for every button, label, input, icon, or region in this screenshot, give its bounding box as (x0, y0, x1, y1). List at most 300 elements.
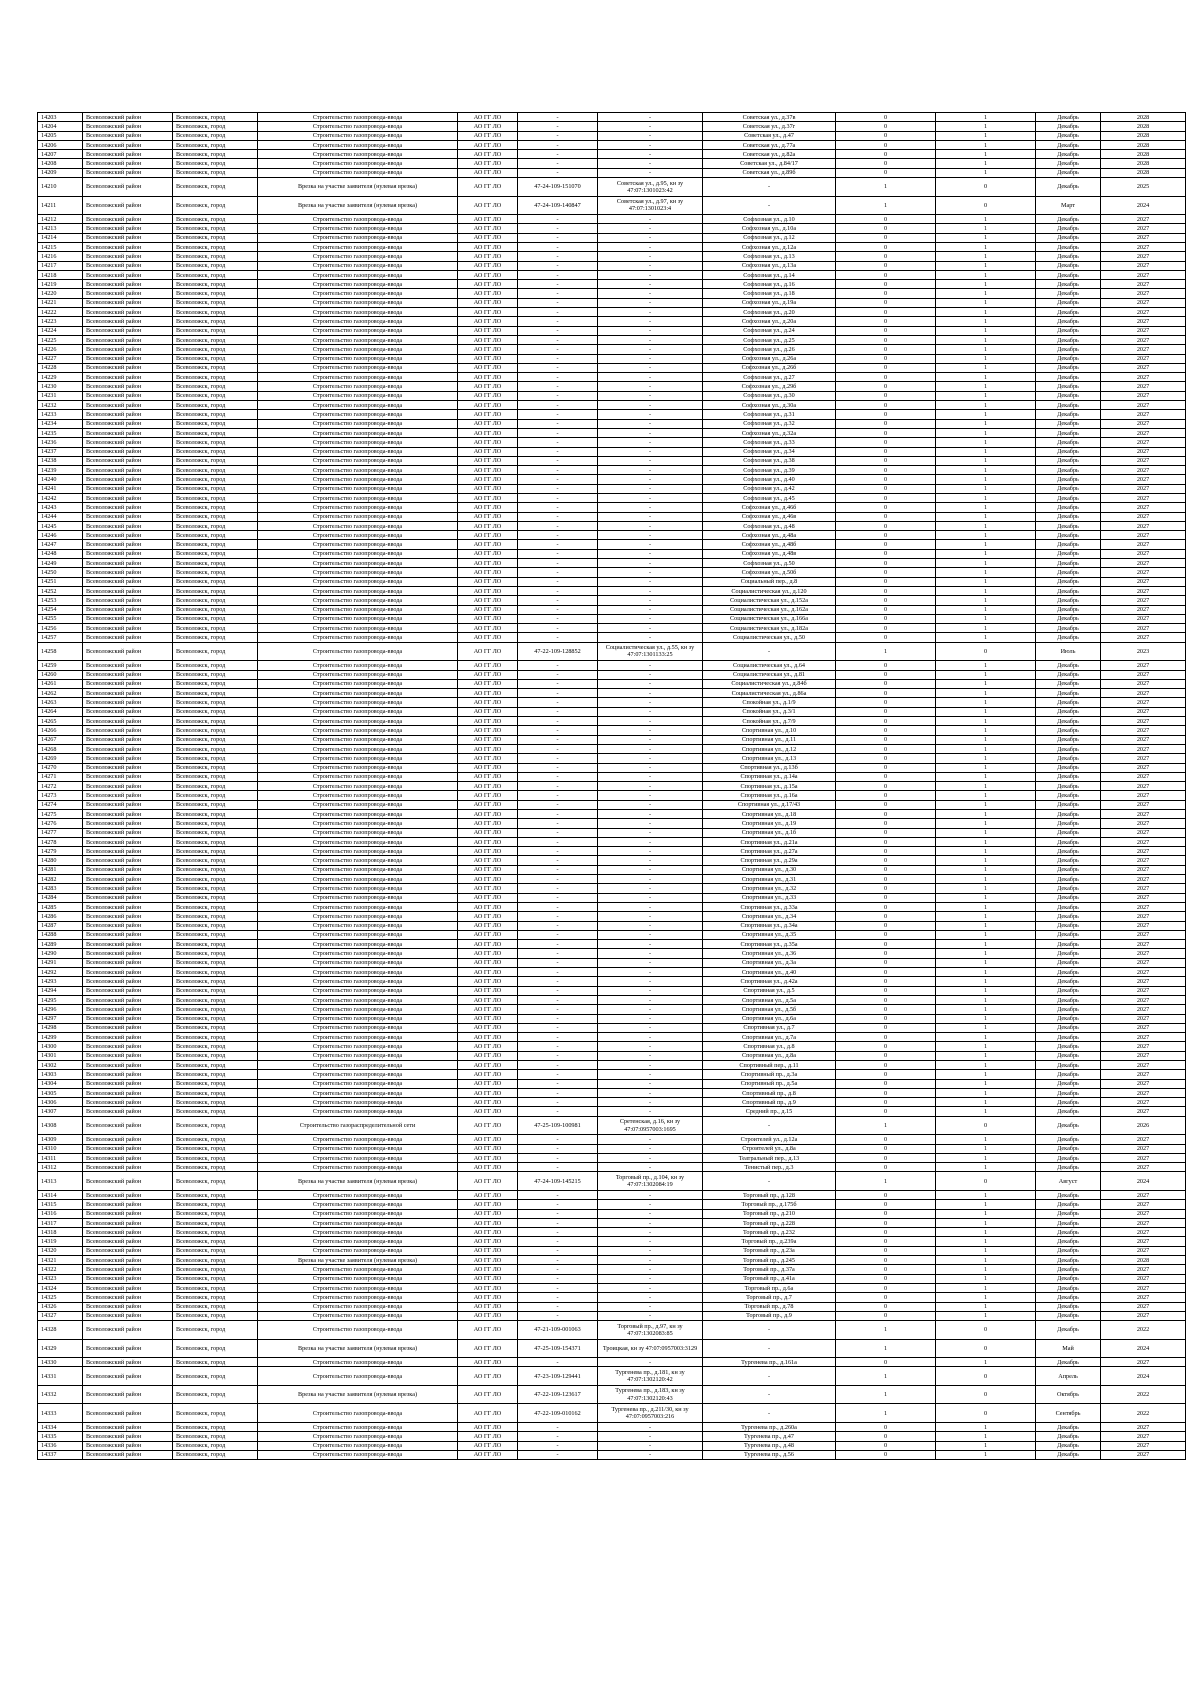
cell-district: Всеволожский район (83, 642, 173, 661)
cell-month: Декабрь (1036, 614, 1101, 623)
table-row (38, 521, 1186, 530)
cell-town: Всеволожск, город (173, 298, 258, 307)
table-row (38, 1228, 1186, 1237)
cell-row-id: 14235 (38, 428, 83, 437)
cell-work-type: Строительство газопровода-ввода (258, 1321, 458, 1340)
cell-work-type: Строительство газопровода-ввода (258, 335, 458, 344)
cell-count-a: 0 (836, 791, 936, 800)
cell-address: Спортивная ул., д.18 (703, 809, 836, 818)
cell-address: Спортивная ул., д.32 (703, 884, 836, 893)
cell-count-b: 1 (936, 1311, 1036, 1320)
cell-cadastral-address: - (598, 493, 703, 502)
cell-month: Декабрь (1036, 568, 1101, 577)
cell-district: Всеволожский район (83, 1311, 173, 1320)
cell-count-b: 1 (936, 140, 1036, 149)
cell-application-number: - (518, 1302, 598, 1311)
cell-count-a: 0 (836, 921, 936, 930)
table-row (38, 447, 1186, 456)
cell-cadastral-address: - (598, 633, 703, 642)
cell-count-a: 0 (836, 401, 936, 410)
cell-address: Софхозная ул., д.40 (703, 475, 836, 484)
cell-district: Всеволожский район (83, 540, 173, 549)
cell-count-b: 1 (936, 1070, 1036, 1079)
cell-count-a: 0 (836, 856, 936, 865)
cell-month: Декабрь (1036, 744, 1101, 753)
cell-work-type: Строительство газопровода-ввода (258, 493, 458, 502)
cell-count-b: 1 (936, 577, 1036, 586)
cell-town: Всеволожск, город (173, 949, 258, 958)
cell-row-id: 14333 (38, 1404, 83, 1423)
cell-application-number: - (518, 1256, 598, 1265)
cell-count-a: 0 (836, 847, 936, 856)
cell-work-type: Строительство газопровода-ввода (258, 1422, 458, 1431)
table-row (38, 559, 1186, 568)
table-row (38, 902, 1186, 911)
cell-count-a: 0 (836, 940, 936, 949)
cell-month: Декабрь (1036, 512, 1101, 521)
cell-organization: АО ГГ ЛО (458, 531, 518, 540)
cell-year: 2027 (1101, 819, 1186, 828)
cell-district: Всеволожский район (83, 391, 173, 400)
cell-count-a: 0 (836, 1209, 936, 1218)
cell-district: Всеволожский район (83, 1422, 173, 1431)
table-row (38, 1265, 1186, 1274)
cell-row-id: 14236 (38, 438, 83, 447)
cell-row-id: 14325 (38, 1293, 83, 1302)
cell-work-type: Строительство газопровода-ввода (258, 159, 458, 168)
cell-application-number: - (518, 772, 598, 781)
cell-row-id: 14227 (38, 354, 83, 363)
cell-count-b: 0 (936, 1385, 1036, 1404)
cell-count-a: 0 (836, 735, 936, 744)
cell-count-a: 1 (836, 1339, 936, 1358)
cell-address: Софхозная ул., д.48а (703, 531, 836, 540)
cell-cadastral-address: - (598, 131, 703, 140)
cell-count-b: 1 (936, 1302, 1036, 1311)
cell-district: Всеволожский район (83, 986, 173, 995)
cell-count-b: 1 (936, 289, 1036, 298)
cell-town: Всеволожск, город (173, 401, 258, 410)
cell-town: Всеволожск, город (173, 168, 258, 177)
table-row (38, 503, 1186, 512)
table-row (38, 1385, 1186, 1404)
cell-count-a: 0 (836, 1135, 936, 1144)
cell-application-number: - (518, 856, 598, 865)
cell-application-number: - (518, 577, 598, 586)
cell-count-b: 1 (936, 168, 1036, 177)
table-row (38, 326, 1186, 335)
cell-work-type: Строительство газопровода-ввода (258, 624, 458, 633)
cell-application-number: - (518, 717, 598, 726)
cell-address: Софхозная ул., д.10 (703, 215, 836, 224)
cell-district: Всеволожский район (83, 1339, 173, 1358)
cell-count-a: 0 (836, 977, 936, 986)
cell-address: Спортивная ул., д.8а (703, 1051, 836, 1060)
cell-month: Май (1036, 1339, 1101, 1358)
cell-organization: АО ГГ ЛО (458, 1061, 518, 1070)
cell-town: Всеволожск, город (173, 391, 258, 400)
cell-organization: АО ГГ ЛО (458, 419, 518, 428)
cell-work-type: Строительство газопровода-ввода (258, 326, 458, 335)
cell-month: Декабрь (1036, 401, 1101, 410)
cell-town: Всеволожск, город (173, 224, 258, 233)
cell-district: Всеволожский район (83, 493, 173, 502)
table-row (38, 466, 1186, 475)
cell-month: Декабрь (1036, 252, 1101, 261)
cell-district: Всеволожский район (83, 1256, 173, 1265)
cell-count-a: 0 (836, 1079, 936, 1088)
cell-month: Декабрь (1036, 438, 1101, 447)
cell-district: Всеволожский район (83, 921, 173, 930)
cell-application-number: - (518, 1098, 598, 1107)
cell-address: Торговый пр., д.6а (703, 1283, 836, 1292)
cell-work-type: Строительство газопровода-ввода (258, 633, 458, 642)
table-row (38, 717, 1186, 726)
cell-row-id: 14265 (38, 717, 83, 726)
cell-year: 2027 (1101, 531, 1186, 540)
cell-year: 2027 (1101, 1070, 1186, 1079)
cell-application-number: - (518, 661, 598, 670)
cell-year: 2027 (1101, 354, 1186, 363)
table-row (38, 196, 1186, 215)
cell-organization: АО ГГ ЛО (458, 763, 518, 772)
cell-organization: АО ГГ ЛО (458, 540, 518, 549)
cell-address: Спортивный пр., д.3а (703, 1070, 836, 1079)
cell-year: 2027 (1101, 512, 1186, 521)
cell-address: Торговый пр., д.232 (703, 1228, 836, 1237)
cell-district: Всеволожский район (83, 568, 173, 577)
table-row (38, 419, 1186, 428)
cell-cadastral-address: Тургенева пр., д.181, кн зу 47:07:1302120:42 (598, 1367, 703, 1386)
cell-town: Всеволожск, город (173, 521, 258, 530)
table-row (38, 1404, 1186, 1423)
cell-district: Всеволожский район (83, 168, 173, 177)
cell-count-a: 0 (836, 1033, 936, 1042)
cell-town: Всеволожск, город (173, 1302, 258, 1311)
cell-count-a: 0 (836, 670, 936, 679)
cell-town: Всеволожск, город (173, 986, 258, 995)
cell-row-id: 14288 (38, 930, 83, 939)
cell-town: Всеволожск, город (173, 150, 258, 159)
cell-application-number: - (518, 401, 598, 410)
cell-count-a: 0 (836, 633, 936, 642)
cell-year: 2027 (1101, 447, 1186, 456)
cell-year: 2027 (1101, 893, 1186, 902)
cell-address: Спортивная ул., д.34а (703, 921, 836, 930)
cell-organization: АО ГГ ЛО (458, 726, 518, 735)
cell-cadastral-address: - (598, 1135, 703, 1144)
cell-cadastral-address: - (598, 940, 703, 949)
cell-town: Всеволожск, город (173, 1098, 258, 1107)
cell-month: Декабрь (1036, 419, 1101, 428)
table-row (38, 1033, 1186, 1042)
cell-address: Софхозная ул., д.24 (703, 326, 836, 335)
cell-row-id: 14251 (38, 577, 83, 586)
cell-count-b: 1 (936, 726, 1036, 735)
cell-count-b: 1 (936, 401, 1036, 410)
table-row (38, 614, 1186, 623)
cell-organization: АО ГГ ЛО (458, 1385, 518, 1404)
cell-application-number: - (518, 930, 598, 939)
table-row (38, 140, 1186, 149)
cell-address: Спортивная ул., д.7а (703, 1033, 836, 1042)
cell-count-a: 0 (836, 865, 936, 874)
cell-count-a: 0 (836, 1358, 936, 1367)
cell-count-a: 1 (836, 1367, 936, 1386)
cell-address: Социалистическая ул., д.86а (703, 689, 836, 698)
cell-cadastral-address: - (598, 1190, 703, 1199)
cell-organization: АО ГГ ЛО (458, 1432, 518, 1441)
cell-work-type: Строительство газопровода-ввода (258, 252, 458, 261)
cell-work-type: Строительство газопровода-ввода (258, 1144, 458, 1153)
cell-work-type: Строительство газопровода-ввода (258, 113, 458, 122)
cell-town: Всеволожск, город (173, 531, 258, 540)
cell-district: Всеволожский район (83, 215, 173, 224)
cell-row-id: 14224 (38, 326, 83, 335)
cell-town: Всеволожск, город (173, 1088, 258, 1097)
cell-count-a: 0 (836, 391, 936, 400)
cell-count-a: 0 (836, 1246, 936, 1255)
cell-count-a: 1 (836, 642, 936, 661)
cell-row-id: 14332 (38, 1385, 83, 1404)
cell-year: 2027 (1101, 1051, 1186, 1060)
cell-organization: АО ГГ ЛО (458, 977, 518, 986)
cell-town: Всеволожск, город (173, 977, 258, 986)
cell-town: Всеволожск, город (173, 1135, 258, 1144)
cell-row-id: 14324 (38, 1283, 83, 1292)
cell-month: Декабрь (1036, 1274, 1101, 1283)
cell-year: 2027 (1101, 1098, 1186, 1107)
cell-year: 2027 (1101, 912, 1186, 921)
cell-application-number: - (518, 1422, 598, 1431)
cell-town: Всеволожск, город (173, 586, 258, 595)
cell-town: Всеволожск, город (173, 1432, 258, 1441)
cell-address: Спортивная ул., д.1б (703, 828, 836, 837)
cell-work-type: Строительство газопровода-ввода (258, 289, 458, 298)
cell-count-b: 1 (936, 1079, 1036, 1088)
cell-work-type: Строительство газопровода-ввода (258, 809, 458, 818)
cell-count-a: 1 (836, 1172, 936, 1191)
cell-district: Всеволожский район (83, 373, 173, 382)
cell-organization: АО ГГ ЛО (458, 624, 518, 633)
cell-work-type: Строительство газопровода-ввода (258, 679, 458, 688)
cell-cadastral-address: - (598, 484, 703, 493)
table-row (38, 1302, 1186, 1311)
cell-row-id: 14314 (38, 1190, 83, 1199)
cell-month: Декабрь (1036, 122, 1101, 131)
cell-year: 2027 (1101, 317, 1186, 326)
cell-row-id: 14268 (38, 744, 83, 753)
cell-address: Социалистическая ул., д.64 (703, 661, 836, 670)
cell-district: Всеволожский район (83, 577, 173, 586)
cell-address: Спортивный пер., д.11 (703, 1061, 836, 1070)
cell-town: Всеволожск, город (173, 410, 258, 419)
cell-year: 2027 (1101, 289, 1186, 298)
cell-work-type: Строительство газопровода-ввода (258, 233, 458, 242)
cell-work-type: Строительство газопровода-ввода (258, 373, 458, 382)
cell-district: Всеволожский район (83, 995, 173, 1004)
cell-count-b: 1 (936, 902, 1036, 911)
cell-district: Всеволожский район (83, 308, 173, 317)
cell-month: Сентябрь (1036, 1404, 1101, 1423)
cell-town: Всеволожск, город (173, 140, 258, 149)
cell-town: Всеволожск, город (173, 1385, 258, 1404)
cell-application-number: - (518, 1283, 598, 1292)
cell-town: Всеволожск, город (173, 540, 258, 549)
cell-cadastral-address: - (598, 1070, 703, 1079)
cell-work-type: Строительство газопровода-ввода (258, 614, 458, 623)
cell-row-id: 14318 (38, 1228, 83, 1237)
cell-cadastral-address: - (598, 261, 703, 270)
cell-count-b: 1 (936, 791, 1036, 800)
cell-work-type: Строительство газопровода-ввода (258, 1005, 458, 1014)
cell-row-id: 14244 (38, 512, 83, 521)
cell-row-id: 14214 (38, 233, 83, 242)
cell-cadastral-address: - (598, 1441, 703, 1450)
cell-work-type: Строительство газопровода-ввода (258, 958, 458, 967)
cell-year: 2027 (1101, 717, 1186, 726)
cell-month: Декабрь (1036, 791, 1101, 800)
cell-work-type: Строительство газопровода-ввода (258, 1200, 458, 1209)
cell-town: Всеволожск, город (173, 178, 258, 197)
cell-count-b: 1 (936, 1256, 1036, 1265)
cell-district: Всеволожский район (83, 521, 173, 530)
cell-count-b: 1 (936, 335, 1036, 344)
cell-month: Октябрь (1036, 1385, 1101, 1404)
cell-cadastral-address: - (598, 521, 703, 530)
cell-row-id: 14221 (38, 298, 83, 307)
cell-year: 2028 (1101, 131, 1186, 140)
cell-district: Всеволожский район (83, 475, 173, 484)
cell-count-a: 0 (836, 902, 936, 911)
cell-town: Всеволожск, город (173, 1070, 258, 1079)
cell-month: Июль (1036, 642, 1101, 661)
cell-year: 2026 (1101, 1116, 1186, 1135)
cell-count-b: 1 (936, 122, 1036, 131)
cell-month: Декабрь (1036, 856, 1101, 865)
cell-month: Декабрь (1036, 958, 1101, 967)
cell-cadastral-address: - (598, 847, 703, 856)
cell-organization: АО ГГ ЛО (458, 1321, 518, 1340)
cell-cadastral-address: - (598, 744, 703, 753)
table-row (38, 763, 1186, 772)
cell-address: Спортивная ул., д.5а (703, 995, 836, 1004)
cell-cadastral-address: - (598, 298, 703, 307)
cell-town: Всеволожск, город (173, 466, 258, 475)
cell-work-type: Строительство газопровода-ввода (258, 875, 458, 884)
cell-count-a: 0 (836, 772, 936, 781)
cell-row-id: 14249 (38, 559, 83, 568)
cell-application-number: - (518, 503, 598, 512)
cell-year: 2027 (1101, 577, 1186, 586)
cell-application-number: - (518, 168, 598, 177)
cell-count-a: 0 (836, 410, 936, 419)
cell-application-number: 47-24-109-145215 (518, 1172, 598, 1191)
cell-work-type: Строительство газопровода-ввода (258, 837, 458, 846)
cell-address: - (703, 1367, 836, 1386)
cell-address: Софхозная ул., д.10а (703, 224, 836, 233)
cell-town: Всеволожск, город (173, 242, 258, 251)
cell-row-id: 14280 (38, 856, 83, 865)
cell-work-type: Строительство газопровода-ввода (258, 317, 458, 326)
cell-row-id: 14210 (38, 178, 83, 197)
cell-organization: АО ГГ ЛО (458, 847, 518, 856)
cell-town: Всеволожск, город (173, 1014, 258, 1023)
cell-year: 2027 (1101, 559, 1186, 568)
cell-count-a: 0 (836, 1432, 936, 1441)
cell-count-a: 0 (836, 958, 936, 967)
cell-work-type: Строительство газопровода-ввода (258, 940, 458, 949)
cell-address: Строителей ул., д.12а (703, 1135, 836, 1144)
cell-count-b: 1 (936, 958, 1036, 967)
cell-work-type: Строительство газопровода-ввода (258, 884, 458, 893)
cell-month: Декабрь (1036, 1005, 1101, 1014)
cell-count-b: 1 (936, 503, 1036, 512)
cell-month: Декабрь (1036, 391, 1101, 400)
cell-address: Софхозная ул., д.12а (703, 242, 836, 251)
cell-address: Тенистый пер., д.3 (703, 1163, 836, 1172)
cell-application-number: - (518, 224, 598, 233)
cell-row-id: 14287 (38, 921, 83, 930)
cell-organization: АО ГГ ЛО (458, 791, 518, 800)
cell-row-id: 14284 (38, 893, 83, 902)
cell-cadastral-address: - (598, 893, 703, 902)
cell-row-id: 14317 (38, 1218, 83, 1227)
cell-year: 2027 (1101, 1274, 1186, 1283)
table-row (38, 410, 1186, 419)
cell-row-id: 14293 (38, 977, 83, 986)
cell-town: Всеволожск, город (173, 261, 258, 270)
cell-count-b: 1 (936, 1190, 1036, 1199)
table-row (38, 689, 1186, 698)
table-row (38, 912, 1186, 921)
cell-organization: АО ГГ ЛО (458, 317, 518, 326)
cell-town: Всеволожск, город (173, 1079, 258, 1088)
cell-address: Софхозная ул., д.46в (703, 512, 836, 521)
cell-count-b: 1 (936, 912, 1036, 921)
cell-application-number: - (518, 902, 598, 911)
cell-district: Всеволожский район (83, 1246, 173, 1255)
cell-work-type: Строительство газопровода-ввода (258, 1023, 458, 1032)
table-row (38, 977, 1186, 986)
cell-count-b: 1 (936, 754, 1036, 763)
cell-row-id: 14331 (38, 1367, 83, 1386)
cell-count-a: 0 (836, 326, 936, 335)
table-row (38, 726, 1186, 735)
cell-address: Софхозная ул., д.33 (703, 438, 836, 447)
cell-count-b: 1 (936, 475, 1036, 484)
cell-month: Декабрь (1036, 1321, 1101, 1340)
cell-cadastral-address: - (598, 1163, 703, 1172)
cell-cadastral-address: - (598, 438, 703, 447)
cell-work-type: Строительство газопровода-ввода (258, 475, 458, 484)
cell-count-b: 1 (936, 447, 1036, 456)
table-row (38, 1116, 1186, 1135)
cell-address: Спокойная ул., д.1/9 (703, 698, 836, 707)
cell-town: Всеволожск, город (173, 800, 258, 809)
cell-count-b: 1 (936, 1200, 1036, 1209)
cell-address: Социалистическая ул., д.152а (703, 596, 836, 605)
cell-application-number: - (518, 940, 598, 949)
table-row (38, 800, 1186, 809)
cell-cadastral-address: - (598, 113, 703, 122)
cell-town: Всеволожск, город (173, 456, 258, 465)
cell-district: Всеволожский район (83, 252, 173, 261)
cell-month: Декабрь (1036, 633, 1101, 642)
table-row (38, 1274, 1186, 1283)
cell-cadastral-address: - (598, 707, 703, 716)
table-row (38, 1237, 1186, 1246)
